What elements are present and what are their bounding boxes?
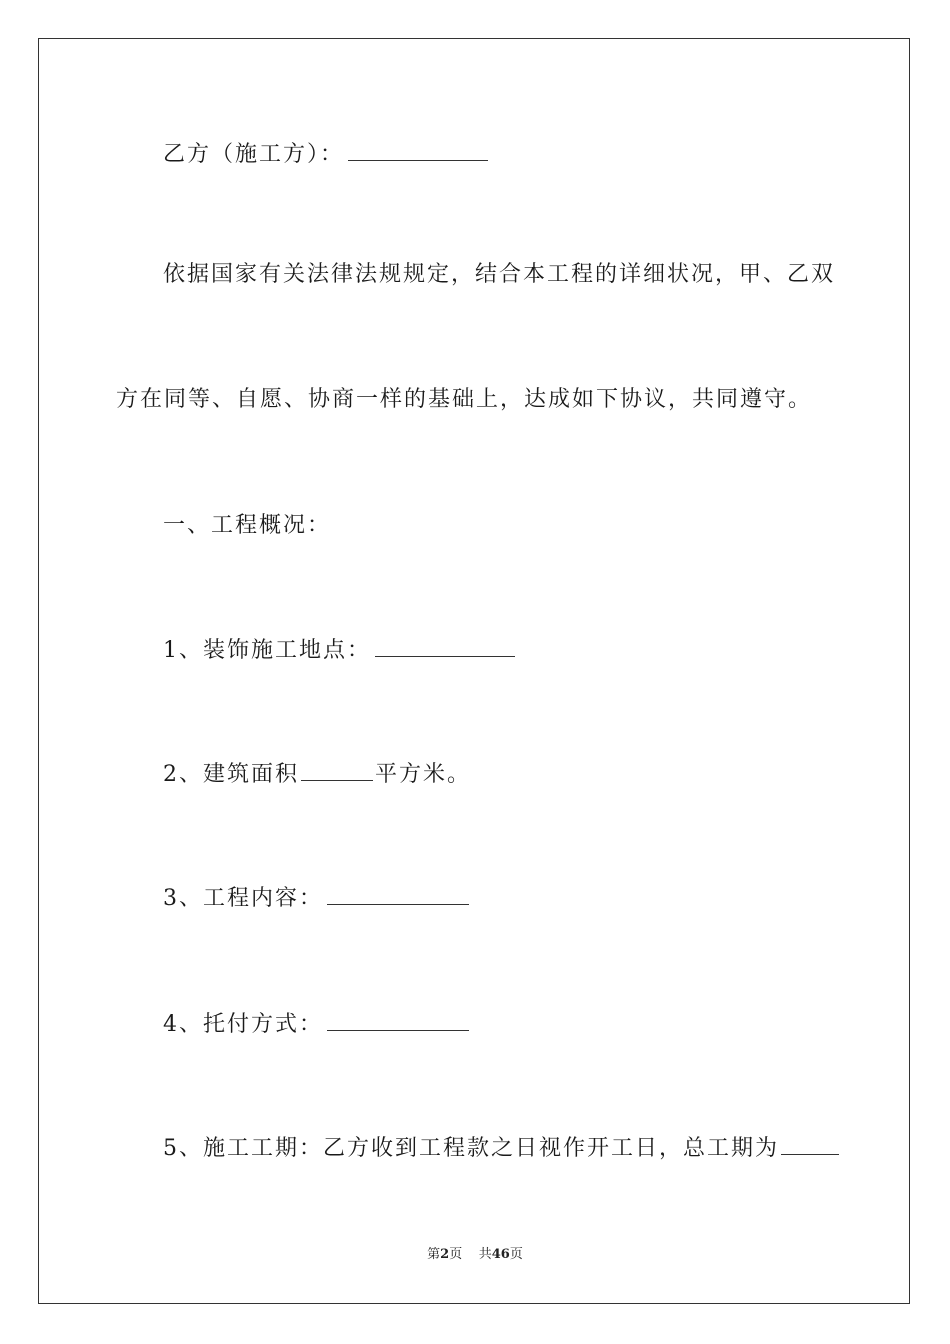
item-4-label: 4、托付方式： (163, 1012, 323, 1037)
intro-line-1 (163, 261, 835, 289)
item-3-line (163, 884, 469, 913)
item-2-blank (301, 760, 373, 781)
section-heading-text: 一、工程概况： (163, 513, 332, 538)
item-1-line (163, 636, 515, 665)
total-pages: 46 (491, 1247, 510, 1262)
item-3-label: 3、工程内容： (163, 886, 323, 911)
item-1-label: 1、装饰施工地点： (163, 638, 371, 663)
item-3-blank (327, 884, 469, 905)
page-suffix: 页 (449, 1247, 463, 1262)
intro-line-2 (116, 386, 812, 414)
party-b-blank (348, 140, 488, 161)
item-2-label: 2、建筑面积 (163, 762, 299, 787)
total-prefix: 共 (478, 1247, 492, 1262)
item-2-line (163, 760, 471, 789)
item-5-line (163, 1134, 839, 1163)
party-b-label: 乙方（施工方）： (163, 142, 345, 167)
intro-text-2: 方在同等、自愿、协商一样的基础上，达成如下协议，共同遵守。 (116, 387, 813, 412)
item-4-line (163, 1010, 469, 1039)
section-heading (163, 512, 331, 540)
item-1-blank (375, 636, 515, 657)
page-number: 2 (440, 1247, 450, 1262)
page-footer (0, 1246, 950, 1264)
item-5-blank (781, 1134, 839, 1155)
page-border (38, 38, 910, 1304)
total-suffix: 页 (509, 1247, 523, 1262)
intro-text-1: 依据国家有关法律法规规定，结合本工程的详细状况，甲、乙双 (163, 262, 836, 287)
item-4-blank (327, 1010, 469, 1031)
item-2-unit: 平方米。 (375, 762, 472, 787)
party-b-line (163, 140, 488, 169)
page-prefix: 第 (427, 1247, 441, 1262)
item-5-label: 5、施工工期：乙方收到工程款之日视作开工日，总工期为 (163, 1136, 779, 1161)
